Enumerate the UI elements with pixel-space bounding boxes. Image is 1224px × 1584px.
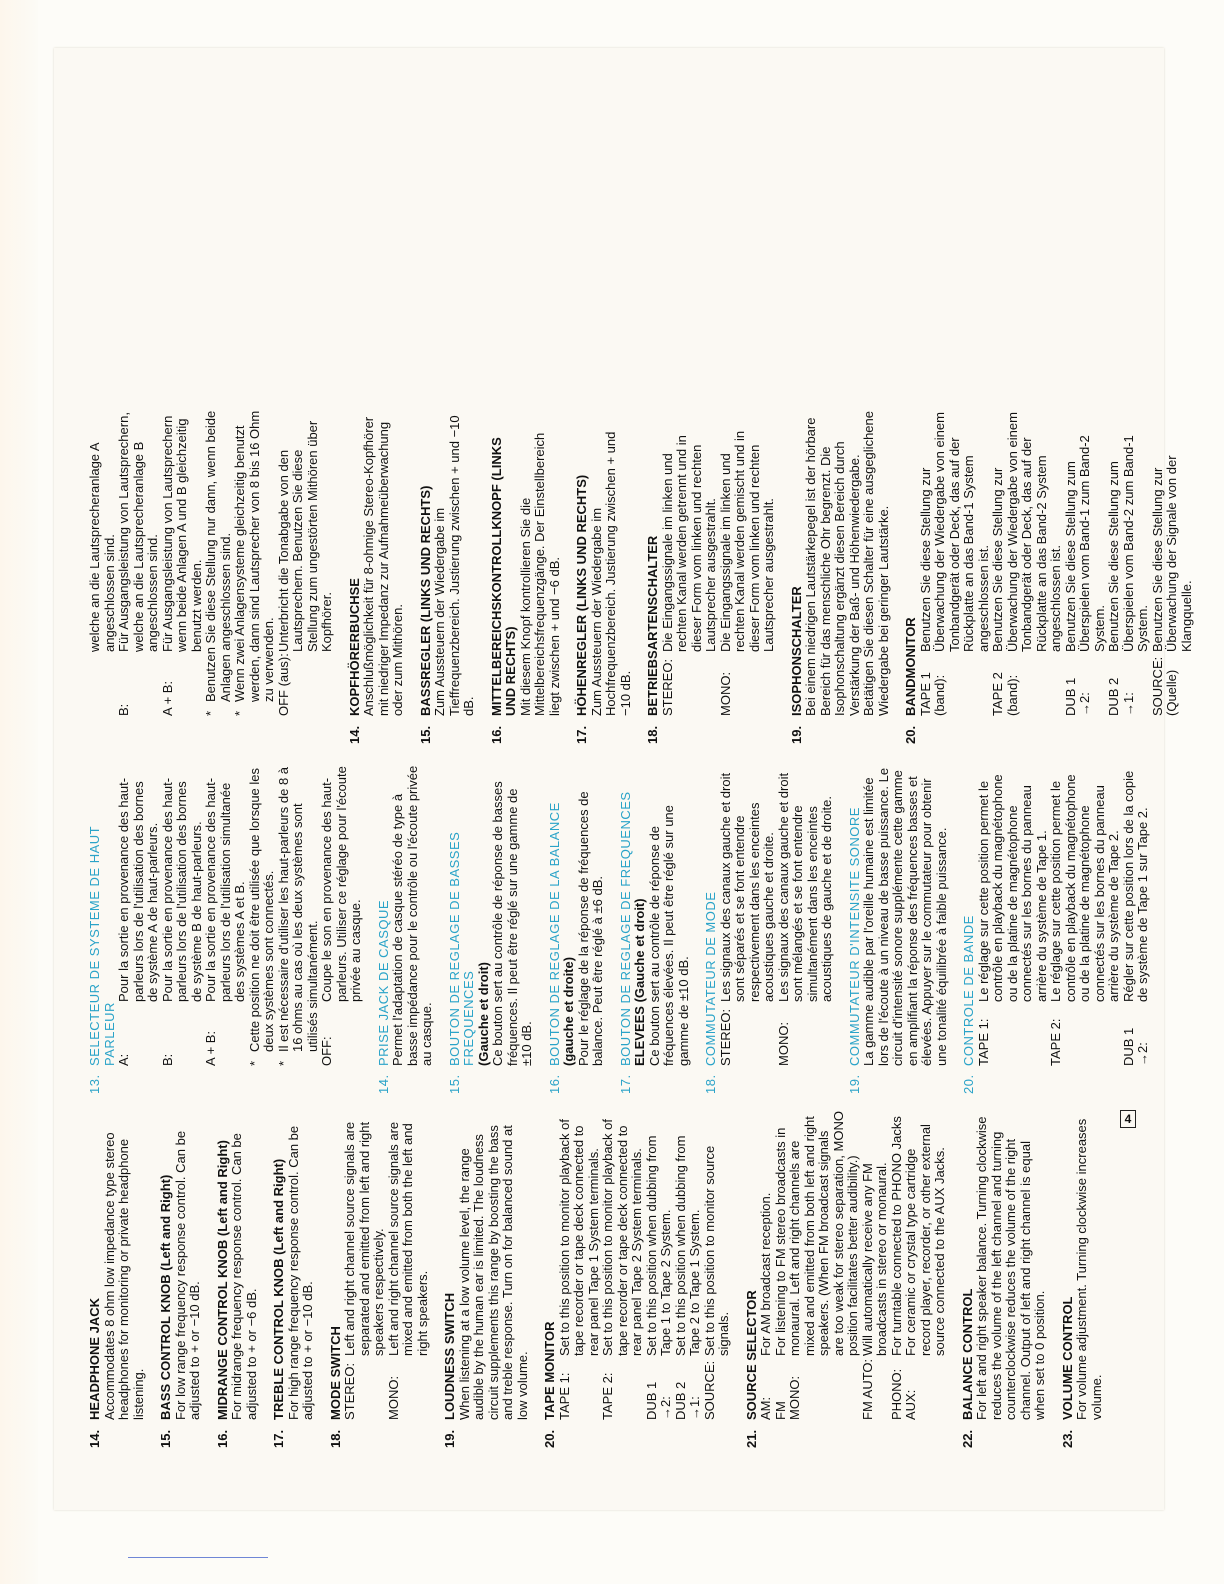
note-bullet [204, 408, 233, 716]
setting-text: Benutzen Sie diese Stellung zur Überwachung der Wiedergabe von einem Tonbandgerät oder Deck, das auf der Rückplatte an das Band-2 System angeschlossen ist. [990, 412, 1063, 652]
setting-row [1151, 408, 1195, 716]
item-text: For low range frequency response control. Can be adjusted to + or −10 dB. [172, 1130, 202, 1420]
setting-label: MONO: [385, 1375, 401, 1420]
setting-row [161, 408, 205, 716]
setting-row [387, 1110, 431, 1420]
item-number: 19. [442, 1429, 457, 1448]
item-text: Accommodates 8 ohm low impedance type stereo headphones for monitoring or private headphone listening. [101, 1132, 146, 1420]
item-title: LOUDNESS SWITCH [442, 1292, 457, 1420]
setting-row [719, 408, 777, 716]
manual-item [745, 1110, 948, 1448]
manual-item [216, 1110, 260, 1448]
setting-label: TAPE 2: [600, 1372, 615, 1420]
item-title: BOUTON DE REGLAGE DE LA BALANCE [546, 802, 562, 1066]
item-number: 20. [961, 1074, 976, 1094]
english-column [88, 1110, 1148, 1448]
setting-label: MONO: [717, 671, 733, 716]
setting-label: A + B: [159, 680, 175, 716]
item-number: 13. [87, 1074, 102, 1094]
item-body [619, 764, 692, 1066]
manual-item [490, 408, 563, 744]
item-title: MIDRANGE CONTROL KNOB (Left and Right) [214, 1140, 230, 1420]
item-title: MODE SWITCH [327, 1326, 343, 1420]
item-subtitle: (gauche et droite) [561, 956, 576, 1066]
manual-item [619, 764, 692, 1094]
setting-text: Für Ausgangsleistung von Lautsprechern, welche an die Lautsprecheranlage B angeschlossen sind. [116, 412, 160, 652]
setting-text: For ceramic or crystal type cartridge record player, recorder, or other external source connected to the AUX Jacks. [903, 1124, 947, 1356]
item-title: COMMUTATEUR D'INTENSITE SONORE [846, 807, 862, 1066]
item-text: Pour le réglage de la réponse de fréquences de balance. Peut être réglé à ±6 dB. [575, 791, 605, 1066]
setting-text: Benutzen Sie diese Stellung zur Überwachung der Wiedergabe von einem Tonbandgerät oder Deck, das auf der Rückplatte an das Band-1 System angeschlossen ist. [917, 412, 991, 652]
setting-label: TAPE 2 (band): [990, 672, 1020, 716]
item-text: Bei einem niedrigen Lautstärkepegel ist der hörbare Bereich für das menschliche Ohr begrenzt. Die Isophonschaltung ergänzt diesen Bereich durch Verstärkung der Baß- und Höhenwiedergabe. Betätigen Sie diesen Schalter für eine ausgeglichene Wiedergabe bei geringer Lautstärke. [803, 411, 891, 716]
manual-item [790, 408, 892, 744]
item-number: 14. [87, 1429, 102, 1448]
item-number: 19. [788, 725, 804, 744]
item-body [88, 764, 364, 1066]
note-text: Cette position ne doit être utilisée que lorsque les deux systèmes sont connectés. [246, 767, 276, 1052]
setting-text: Set to this position to monitor playback of tape recorder or tape deck connected to rear panel Tape 1 System terminals. [556, 1118, 601, 1356]
setting-row [558, 1110, 602, 1420]
item-number: 20. [542, 1429, 557, 1448]
setting-text: Le réglage sur cette position permet le contrôle en playback du magnétophone ou de la platine de magnétophone connectés sur les bornes du panneau arrière du système de Tape 1. [975, 774, 1049, 1002]
setting-text: Benutzen Sie diese Stellung zur Überwachung der Signale von der Klangquelle. [1149, 455, 1194, 652]
french-column [88, 764, 1148, 1094]
setting-text: Coupe le son en provenance des haut-parleurs. Utiliser ce réglage pour l'écoute privée au casque. [319, 766, 363, 1002]
manual-item [377, 764, 435, 1094]
setting-text: Pour la sortie en provenance des haut-parleurs lors de l'utilisation simultanée des systèmes A et B. [203, 777, 247, 1002]
item-number: 17. [574, 725, 589, 744]
setting-row [661, 408, 719, 716]
item-body [88, 1110, 146, 1420]
item-number: 23. [1059, 1429, 1075, 1448]
item-number: 22. [959, 1429, 975, 1448]
item-number: 16. [546, 1074, 562, 1094]
item-text: Mit diesem Knopf kontrollieren Sie die Mittelbereichsfrequenzgänge. Der Einstellbereich liegt zwischen + und −6 dB. [517, 432, 562, 716]
item-title: SOURCE SELECTOR [743, 1290, 759, 1420]
setting-label: DUB 2 →1: [672, 1381, 702, 1420]
item-body [904, 408, 1194, 716]
setting-label: PHONO: [888, 1368, 904, 1420]
note-text: Wenn zwei Anlagensysteme gleichzeitig benutzt werden, dann sind Lautsprecher von 8 bis 16 Ohm zu verwenden. [232, 410, 276, 702]
setting-label: B: [159, 1053, 175, 1066]
setting-label: TAPE 1: [556, 1372, 572, 1420]
item-body [575, 408, 633, 716]
setting-row [777, 764, 835, 1066]
item-subtitle: (Gauche et droit) [475, 961, 491, 1066]
item-number: 14. [375, 1074, 391, 1094]
setting-text: Pour la sortie en provenance des haut-parleurs lors de l'utilisation des bornes de système A de haut-parleurs. [116, 777, 160, 1002]
item-title: COMMUTATEUR DE MODE [703, 891, 718, 1066]
asterisk-mark: * [203, 710, 218, 716]
item-body [961, 1110, 1048, 1420]
item-body [745, 1110, 948, 1420]
setting-row [991, 408, 1064, 716]
item-body [548, 764, 606, 1066]
note-bullet [233, 408, 277, 716]
setting-label: STEREO: [659, 658, 675, 716]
manual-item [448, 764, 535, 1094]
setting-row [161, 764, 205, 1066]
setting-label: B: [116, 703, 131, 716]
item-body [962, 764, 1151, 1066]
setting-label: DUB 1 →2: [643, 1381, 673, 1420]
setting-text: Die Eingangssignale im linken und rechten Kanal werden gemischt und in dieser Form vom linken und rechten Lautsprecher ausgestrahlt. [717, 430, 776, 652]
setting-row [320, 764, 364, 1066]
bottom-underline [128, 1557, 268, 1558]
item-number: 19. [846, 1074, 862, 1094]
item-text: Ce bouton sert au contrôle de réponse de basses fréquences. Il peut être réglé sur une gamme de ±10 dB. [490, 781, 534, 1066]
item-text: For high range frequency response control. Can be adjusted to + or −10 dB. [285, 1125, 315, 1420]
item-number: 18. [645, 725, 660, 744]
setting-label: A + B: [203, 1030, 218, 1066]
asterisk-mark: * [275, 1060, 291, 1066]
item-body [348, 408, 406, 716]
german-column [87, 408, 1194, 744]
item-body [443, 1110, 530, 1420]
item-body [848, 764, 950, 1066]
manual-item [443, 1110, 530, 1448]
setting-text: Left and right channel source signals are separated and emitted from left and right speakers respectively. [342, 1121, 386, 1356]
item-text: For midrange frequency response control. Can be adjusted to + or −6 dB. [229, 1133, 259, 1420]
item-body [1061, 1110, 1105, 1420]
setting-text: Benutzen Sie diese Stellung zum Überspielen vom Band-2 zum Band-1 System. [1106, 435, 1150, 652]
setting-row [117, 764, 161, 1066]
setting-row [890, 1110, 905, 1420]
manual-item [88, 1110, 146, 1448]
setting-label: SOURCE: [701, 1360, 717, 1420]
setting-row [601, 1110, 645, 1420]
item-number [88, 716, 335, 744]
setting-text: For listening to FM stereo broadcasts in monaural. Left and right channels are mixed and emitted from both left and right speakers. (When FM broadcast signals are too weak for stereo separation, MONO position facilitates better audibility.) [772, 1111, 860, 1356]
item-title: BETRIEBSARTENSCHALTER [645, 535, 660, 716]
setting-label: TAPE 1: [975, 1018, 991, 1066]
setting-row [774, 1110, 861, 1420]
item-body [377, 764, 435, 1066]
item-number: 17. [271, 1429, 286, 1448]
item-body [646, 408, 777, 716]
item-title: BOUTON DE REGLAGE DE BASSES FREQUENCES [446, 831, 476, 1066]
manual-item [961, 1110, 1048, 1448]
setting-text: Set to this position when dubbing from Tape 1 to Tape 2 System. [643, 1135, 673, 1356]
setting-row [88, 408, 117, 716]
setting-text: Will automatically receive any FM broadcasts in stereo or monaural. [859, 1162, 889, 1356]
manual-item [548, 764, 606, 1094]
item-subtitle: ELEVEES (Gauche et droit) [632, 898, 647, 1066]
setting-label: MONO: [775, 1021, 791, 1066]
item-body [216, 1110, 260, 1420]
setting-label [88, 652, 117, 716]
item-body [543, 1110, 732, 1420]
item-title: BALANCE CONTROL [959, 1288, 975, 1420]
setting-text: Pour la sortie en provenance des haut-parleurs lors de l'utilisation des bornes de système B de haut-parleurs. [159, 777, 204, 1002]
setting-text: Les signaux des canaux gauche et droit sont séparés et se font entendre respectivement dans les enceintes acoustiques gauche et droite. [717, 772, 776, 1002]
item-body [448, 764, 535, 1066]
setting-text: For AM broadcast reception. [758, 1192, 773, 1356]
item-number: 17. [617, 1074, 633, 1094]
setting-row [904, 1110, 948, 1420]
item-body [490, 408, 563, 716]
setting-label: AUX: [903, 1389, 918, 1420]
item-title: VOLUME CONTROL [1059, 1296, 1075, 1420]
setting-text: Für Ausgangsleistung von Lautsprechern wenn beide Anlagen A und B gleichzeitig benutzt werden. [159, 415, 204, 652]
setting-label: TAPE 1 (band): [917, 672, 947, 716]
setting-label: A: [116, 1053, 131, 1066]
setting-row [277, 408, 335, 716]
manual-item [704, 764, 835, 1094]
setting-label: AM: [758, 1396, 773, 1420]
setting-text: Les signaux des canaux gauche et droit sont mélangés et se font entendre simultanément dans les enceintes acoustiques de gauche et de droite. [775, 772, 834, 1002]
scan-left-edge [0, 0, 38, 1584]
asterisk-mark: * [246, 1060, 262, 1066]
item-text: Ce bouton sert au contrôle de réponse de fréquences élevées. Il peut être réglé sur une gamme de ±10 dB. [646, 805, 691, 1066]
item-title: TAPE MONITOR [542, 1321, 557, 1420]
item-title: MITTELBEREICHSKONTROLLKNOPF (LINKS UND RECHTS) [488, 437, 518, 716]
item-text: Permet l'adaptation de casque stéréo de type à basse impédance pour le contrôle ou l'écoute privée au casque. [390, 765, 434, 1066]
manual-item [329, 1110, 431, 1448]
setting-text: Set to this position to monitor playback of tape recorder or tape deck connected to rear panel Tape 2 System terminals. [600, 1118, 644, 1356]
item-text: When listening at a low volume level, the range audible by the human ear is limited. The loudness circuit supplements this range by boosting the bass and treble response. Turn on for balanced sound at low volume. [456, 1125, 530, 1420]
item-text: For left and right speaker balance. Turning clockwise reduces the volume of the left channel and turning counterclockwise reduces the volume of the right channel. Output of left and right channel is equal when set to 0 position. [974, 1116, 1047, 1420]
manual-item [575, 408, 633, 744]
setting-row [719, 764, 777, 1066]
item-title: ISOPHONSCHALTER [788, 586, 804, 716]
note-text: Il est nécessaire d'utiliser les haut-parleurs de 8 à 16 ohms au cas où les deux systèmes sont utilisés simultanément. [275, 766, 320, 1052]
item-number: 18. [703, 1074, 718, 1094]
item-title: BASSREGLER (LINKS UND RECHTS) [417, 485, 433, 716]
manual-item [543, 1110, 732, 1448]
item-text: Zum Aussteuern der Wiedergabe im Tieffrequenzbereich. Justierung zwischen + und −10 dB. [432, 415, 476, 716]
manual-item [904, 408, 1194, 744]
setting-row [674, 1110, 703, 1420]
item-title: BOUTON DE REGLAGE DE FREQUENCES [617, 791, 633, 1066]
item-number: 15. [417, 725, 433, 744]
setting-text: Le réglage sur cette position permet le contrôle en playback du magnétophone ou de la platine de magnétophone connectés sur les bornes du panneau arrière du système de Tape 2. [1048, 774, 1121, 1002]
setting-text: Unterbricht die Tonabgabe von den Lautsprechern. Benutzen Sie diese Stellung zum ungestörten Mithören über Kopfhörer. [275, 420, 334, 652]
item-body [272, 1110, 316, 1420]
setting-row [204, 764, 248, 1066]
setting-label: DUB 1 →2: [1062, 677, 1092, 716]
setting-label: TAPE 2: [1048, 1018, 1063, 1066]
note-bullet [248, 764, 277, 1066]
item-title: CONTROLE DE BANDE [961, 915, 976, 1066]
item-number: 16. [488, 725, 504, 744]
manual-item [88, 408, 335, 744]
setting-row [1064, 408, 1108, 716]
manual-item [272, 1110, 316, 1448]
item-number: 20. [903, 725, 918, 744]
item-body [329, 1110, 431, 1420]
item-text: Zum Aussteuern der Wiedergabe im Hochfrequenzbereich. Justierung zwischen + und −10 dB. [588, 431, 633, 716]
setting-label: STEREO: [342, 1362, 357, 1420]
item-title: BASS CONTROL KNOB (Left and Right) [158, 1174, 173, 1420]
item-title: HÖHENREGLER (LINKS UND RECHTS) [574, 474, 589, 716]
item-text: La gamme audible par l'oreille humaine est limitée lors de l'écoute à un niveau de basse puissance. Le circuit d'intensité sonore supplémente cette gamme en amplifiant la réponse des fréquences basses et élevées. Appuyer sur le commutateur pour obtenir une tonalité équilibrée à faible puissance. [861, 767, 949, 1066]
setting-text: Left and right channel source signals are mixed and emitted from both the left and right speakers. [385, 1121, 430, 1356]
setting-row [343, 1110, 387, 1420]
setting-text: Set to this position when dubbing from Tape 2 to Tape 1 System. [672, 1135, 702, 1356]
item-title: HEADPHONE JACK [87, 1297, 102, 1420]
item-number: 15. [446, 1074, 462, 1094]
item-title: KOPFHÖRERBUCHSE [346, 578, 362, 716]
manual-item [1061, 1110, 1105, 1448]
manual-item [88, 764, 364, 1094]
setting-label: FM AUTO: [859, 1358, 875, 1420]
rotated-manual-page [87, 34, 1194, 1454]
setting-label: SOURCE: (Quelle) [1149, 656, 1179, 716]
setting-text: Set to this position to monitor source signals. [701, 1145, 731, 1356]
setting-row [977, 764, 1050, 1066]
manual-item [348, 408, 406, 744]
setting-text: For turntable connected to PHONO Jacks [888, 1116, 904, 1356]
setting-row [1122, 764, 1151, 1066]
item-title: BANDMONITOR [903, 617, 918, 716]
setting-text: Régler sur cette position lors de la copie de système de Tape 1 sur Tape 2. [1120, 770, 1150, 1002]
setting-label: OFF (aus): [275, 653, 291, 716]
setting-row [759, 1110, 774, 1420]
item-body [419, 408, 477, 716]
setting-row [1107, 408, 1151, 716]
manual-item [646, 408, 777, 744]
setting-text: welche an die Lautsprecheranlage A angeschlossen sind. [87, 443, 117, 652]
note-text: Benutzen Sie diese Stellung nur dann, wenn beide Anlagen angeschlossen sind. [203, 410, 233, 702]
setting-label: STEREO: [717, 1008, 733, 1066]
item-text: For volume adjustment. Turning clockwise increases volume. [1074, 1118, 1104, 1420]
item-number: 18. [327, 1429, 343, 1448]
asterisk-mark: * [232, 710, 247, 716]
item-title: SELECTEUR DE SYSTEME DE HAUT PARLEUR [87, 826, 117, 1066]
setting-row [703, 1110, 732, 1420]
setting-row [919, 408, 992, 716]
setting-label: FM MONO: [772, 1375, 802, 1420]
item-body [790, 408, 892, 716]
item-text: Anschlußmöglichkeit für 8-ohmige Stereo-Kopfhörer mit niedriger Impedanz zur Aufnahmeüberwachung oder zum Mithören. [361, 416, 405, 716]
setting-text: Benutzen Sie diese Stellung zum Überspielen vom Band-1 zum Band-2 System. [1062, 435, 1107, 652]
note-bullet [277, 764, 321, 1066]
setting-row [861, 1110, 890, 1420]
setting-label: DUB 1 →2: [1120, 1027, 1150, 1066]
setting-row [645, 1110, 674, 1420]
item-body [159, 1110, 203, 1420]
item-number: 15. [158, 1429, 173, 1448]
item-body [88, 408, 335, 716]
item-title: TREBLE CONTROL KNOB (Left and Right) [271, 1158, 286, 1420]
setting-label: DUB 2 →1: [1106, 677, 1136, 716]
item-number: 14. [346, 725, 362, 744]
item-title: PRISE JACK DE CASQUE [375, 899, 391, 1066]
manual-item [419, 408, 477, 744]
setting-label: OFF: [319, 1036, 334, 1066]
manual-item [962, 764, 1151, 1094]
item-number: 21. [743, 1429, 759, 1448]
page-number: 4 [1120, 1110, 1136, 1128]
manual-item [159, 1110, 203, 1448]
setting-row [1049, 764, 1122, 1066]
item-number: 16. [214, 1429, 230, 1448]
setting-row [117, 408, 161, 716]
item-body [704, 764, 835, 1066]
setting-text: Die Eingangssignale im linken und rechten Kanal werden getrennt und in dieser Form vom linken und rechten Lautsprecher ausgestrahlt. [659, 435, 718, 652]
manual-item [848, 764, 950, 1094]
